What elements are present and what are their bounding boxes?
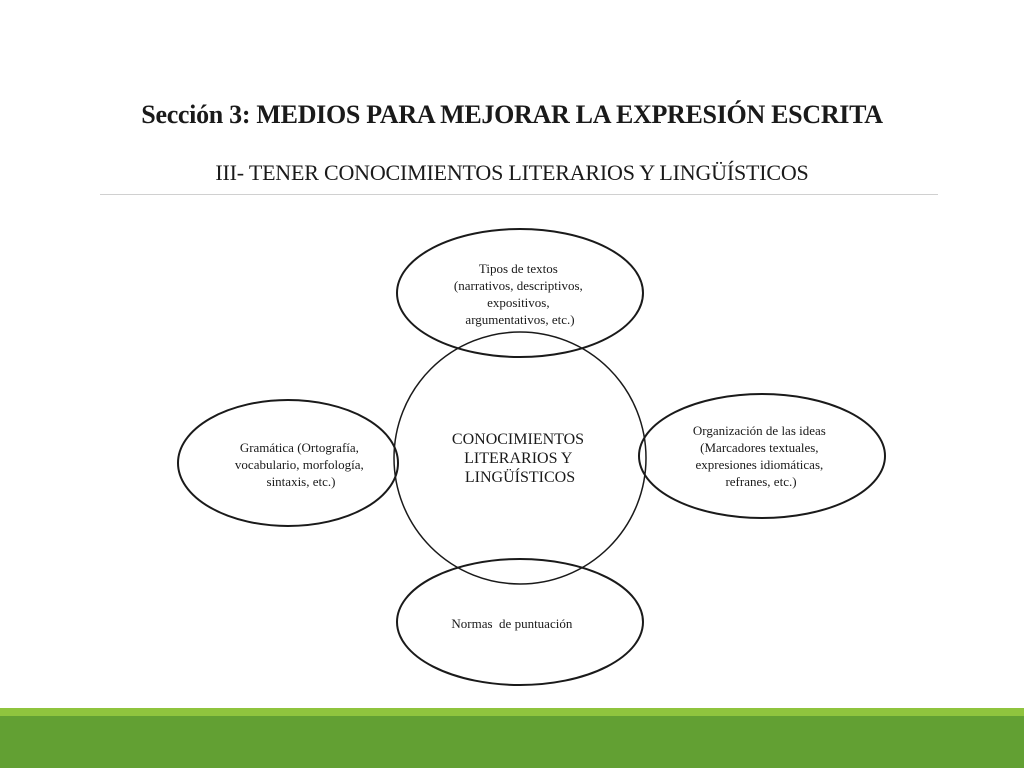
top-ellipse	[397, 229, 643, 357]
footer-accent-bar	[0, 708, 1024, 716]
slide-title: Sección 3: MEDIOS PARA MEJORAR LA EXPRESIÓN ESCRITA	[141, 100, 883, 129]
right-line-1: Organización de las ideas	[692, 423, 826, 438]
bottom-line-1: Normas de puntuación	[451, 616, 573, 631]
center-line-3: LINGÜÍSTICOS	[464, 469, 576, 486]
top-line-3: expositivos,	[487, 295, 550, 310]
top-node-label	[454, 261, 586, 327]
right-line-2: (Marcadores textuales,	[700, 440, 819, 455]
top-line-2: (narrativos, descriptivos,	[453, 278, 583, 293]
left-line-2: vocabulario, morfología,	[234, 457, 364, 472]
left-line-3: sintaxis, etc.)	[266, 474, 336, 489]
right-ellipse	[639, 394, 885, 518]
top-line-1: Tipos de textos	[478, 261, 558, 276]
right-node-label	[693, 423, 829, 489]
right-line-3: expresiones idiomáticas,	[695, 457, 824, 472]
right-line-4: refranes, etc.)	[725, 474, 797, 489]
center-line-1: CONOCIMIENTOS	[451, 431, 585, 448]
center-line-2: LITERARIOS Y	[464, 450, 572, 467]
left-line-1: Gramática (Ortografía,	[239, 440, 359, 455]
top-line-4: argumentativos, etc.)	[465, 312, 575, 327]
slide-subtitle: III- TENER CONOCIMIENTOS LITERARIOS Y LINGÜÍSTICOS	[215, 160, 809, 185]
footer-bar	[0, 716, 1024, 768]
left-node-label	[235, 440, 367, 489]
center-node-label	[452, 431, 588, 486]
